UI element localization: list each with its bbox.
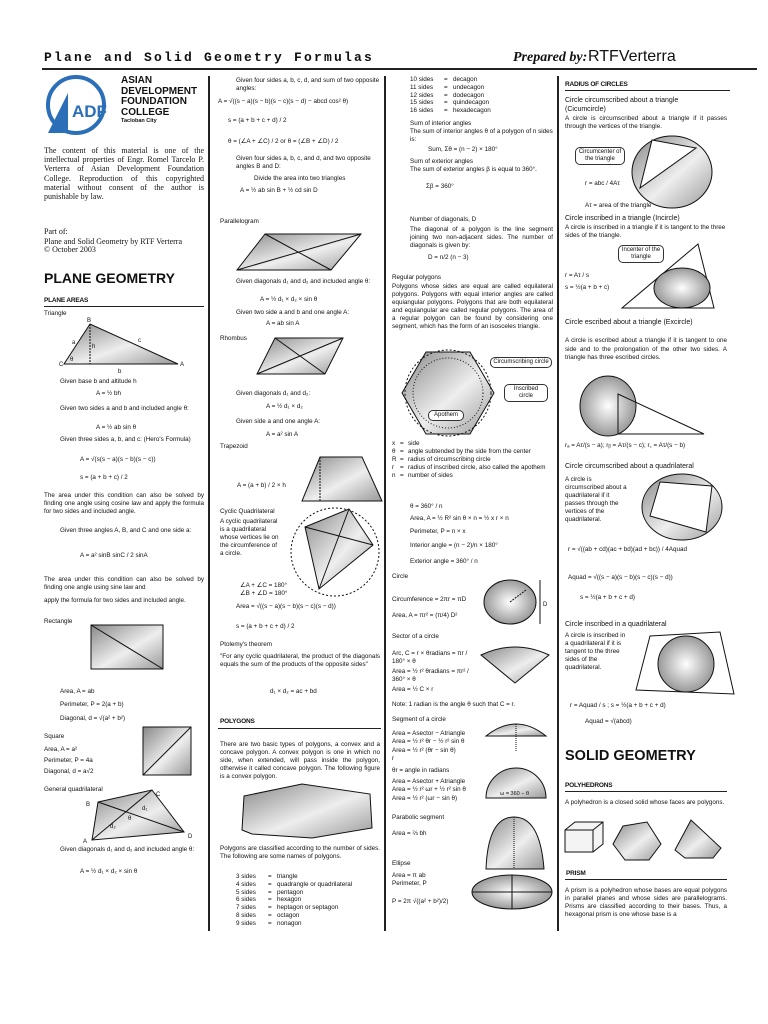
formula: Interior angle = (n − 2)/n × 180° xyxy=(410,542,498,549)
prepared-by-label: Prepared by: xyxy=(513,50,588,65)
callout-circumscribing-circle: Circumscribing circle xyxy=(490,357,552,368)
text: A circle is escribed about a triangle if it is tangent to one side and to the prolongation of the other two sides. A triangle has three escribed circles. xyxy=(565,337,727,362)
text: Polygons whose sides are equal are called equilateral polygons. Polygons with equal interior angles are called equiangular polygons. Polygons that are both equilateral and equiangular are called regular polygons. The area of a regular polygon can be found by considering one segment, which has the form of an isosceles triangle. xyxy=(392,283,553,330)
text: A circle is circumscribed about a triangle if it passes through the vertices of the triangle. xyxy=(565,115,727,130)
text: The diagonal of a polygon is the line segment joining two non-adjacent sides. The number of diagonals is given by: xyxy=(410,226,553,249)
divider xyxy=(565,791,727,792)
label-ptolemy: Ptolemy's theorem xyxy=(220,641,272,648)
triangle-diagram xyxy=(60,316,190,374)
formula: Aquad = √(abcd) xyxy=(585,718,632,725)
svg-text:θ: θ xyxy=(70,357,74,363)
formula: rₐ = Aτ/(s − a); rᵦ = Aτ/(s − c); r꜀ = Aτ/(s − b) xyxy=(565,442,686,449)
text: Given two sides a and b and included angle θ: xyxy=(60,405,189,412)
formula: Area = ½ r² (ωr − sin θ) xyxy=(392,794,458,802)
list-item: 12 sides = dodecagon xyxy=(410,91,485,99)
formula: A = ½ bh xyxy=(96,390,122,397)
formula: s = ½(a + b + c) xyxy=(565,284,610,291)
heading: Circle xyxy=(392,573,409,580)
formula: A = ½ d₁ × d₂ × sin θ xyxy=(80,868,138,875)
definition: r = radius of inscribed circle, also called the apothem xyxy=(392,464,546,471)
callout-incenter: Incenter of the triangle xyxy=(618,245,664,263)
trapezoid-diagram xyxy=(300,455,386,505)
column-divider xyxy=(208,76,210,931)
formula: Diagonal, d = a√2 xyxy=(44,768,94,775)
formula: Σβ = 360° xyxy=(426,183,454,190)
formula: Area = Asector − Atriangle xyxy=(392,730,466,737)
list-item: 11 sides = undecagon xyxy=(410,83,485,91)
text: Given diagonals d₁ and d₂: xyxy=(236,390,311,397)
label-rhombus: Rhombus xyxy=(220,335,247,342)
definition: R = radius of circumscribing circle xyxy=(392,456,491,463)
rectangle-diagram xyxy=(90,624,170,674)
formula: Area = ½ r² (θr − sin θ) xyxy=(392,746,456,754)
formula: A = ½ ab sin θ xyxy=(96,424,137,431)
heading: Circle circumscribed about a triangle (Cicumcircle) xyxy=(565,97,679,113)
polygon-names-list xyxy=(410,76,491,115)
text: The area under this condition can also be solved by finding one angle using cosine law and apply the formula for two sides and included angle. xyxy=(44,492,204,515)
formula: θ = (∠A + ∠C) / 2 or θ = (∠B + ∠D) / 2 xyxy=(228,138,339,145)
formula: Diagonal, d = √(a² + b²) xyxy=(60,715,126,722)
text: There are two basic types of polygons, a convex and a concave polygon. A convex polygon is one in which no side, when extended, will pass inside the polygon, otherwise it called concave polygon. The following figure is a convex polygon. xyxy=(220,741,380,780)
text: A cyclic quadrilateral is a quadrilateral whose vertices lie on the circumference of a circle. xyxy=(220,518,279,557)
label-general-quadrilateral: General quadrilateral xyxy=(44,786,103,793)
formula: Area = ⅔ bh xyxy=(392,830,427,837)
formula: s = ½(a + b + c + d) xyxy=(580,594,635,601)
formula: A = √(s(s − a)(s − b)(s − c)) xyxy=(80,456,156,463)
divider xyxy=(565,879,727,880)
formula: Aτ = area of the triangle xyxy=(585,202,652,209)
label-rectangle: Rectangle xyxy=(44,618,73,625)
formula: Perimeter, P = 2(a + b) xyxy=(60,701,124,708)
list-item: 4 sides = quadrangle or quadrilateral xyxy=(236,880,353,888)
circle-quadrilateral-diagram xyxy=(640,472,726,542)
formula: A = ab sin A xyxy=(266,320,300,327)
square-diagram xyxy=(142,726,194,778)
formula: r = √((ab + cd)(ac + bd)(ad + bc)) / 4Aquad xyxy=(568,546,687,553)
svg-text:a: a xyxy=(72,340,76,346)
college-name xyxy=(121,76,197,125)
definition: x = side xyxy=(392,440,420,447)
heading: Regular polygons xyxy=(392,274,442,281)
circle-diagram xyxy=(482,578,552,628)
divider xyxy=(565,90,730,91)
heading: Sum of interior angles xyxy=(410,120,472,127)
formula: s = (a + b + c + d) / 2 xyxy=(228,117,287,124)
document-title: Plane and Solid Geometry Formulas xyxy=(44,50,375,65)
svg-text:D: D xyxy=(543,602,548,608)
text: Given base b and altitude h xyxy=(60,378,137,385)
heading: Circle escribed about a triangle (Excircle) xyxy=(565,319,693,326)
text: "For any cyclic quadrilateral, the product of the diagonals equals the sum of the products of the opposite sides" xyxy=(220,653,380,668)
label-parallelogram: Parallelogram xyxy=(220,218,259,225)
svg-text:c: c xyxy=(138,338,141,344)
formula: Perimeter, P xyxy=(392,880,427,887)
svg-text:ADF: ADF xyxy=(72,102,107,121)
cyclic-quadrilateral-diagram xyxy=(285,505,385,600)
text: Given diagonals d₁ and d₂ and included angle θ: xyxy=(60,846,195,853)
callout-circumcenter: Circumcenter of the triangle xyxy=(575,147,625,165)
formula: θr = angle in radians xyxy=(392,766,450,774)
svg-text:A: A xyxy=(180,362,185,368)
list-item: 6 sides = hexagon xyxy=(236,896,302,904)
author-name: RTFVerterra xyxy=(588,48,676,65)
heading: Sector of a circle xyxy=(392,633,439,640)
text: The sum of interior angles θ of a polygon of n sides is: xyxy=(410,128,553,143)
text: Polygons are classified according to the number of sides. The following are some names of polygons. xyxy=(220,845,380,860)
college-logo xyxy=(40,75,118,137)
formula: Area, A = ab xyxy=(60,688,95,695)
formula: d₁ × d₂ = ac + bd xyxy=(270,688,317,695)
sector-diagram xyxy=(475,643,553,687)
convex-polygon-diagram xyxy=(222,782,382,842)
text: Given two side a and b and one angle A: xyxy=(236,309,350,316)
heading: Ellipse xyxy=(392,860,411,867)
subsection-plane-areas: PLANE AREAS xyxy=(44,297,89,304)
hexagon-diagram xyxy=(398,348,498,438)
heading: Sum of exterior angles xyxy=(410,158,473,165)
svg-text:d₁: d₁ xyxy=(142,806,148,812)
heading: Circle inscribed in a quadrilateral xyxy=(565,621,667,628)
text: apply the formula for two sides and included angle. xyxy=(44,597,186,604)
parabolic-segment-diagram xyxy=(482,815,548,871)
text: A circle is inscribed in a triangle if it is tangent to the three sides of the triangle. xyxy=(565,224,726,239)
svg-text:D: D xyxy=(188,834,193,840)
text: The sum of exterior angles β is equal to 360°. xyxy=(410,166,537,173)
text: A prism is a polyhedron whose bases are equal polygons in parallel planes and whose sides are parallelograms. Prisms are classified according to their bases. Thus, a hexagonal prism is one whose base is a xyxy=(565,887,727,918)
quadrilateral-diagram xyxy=(80,788,198,844)
svg-text:B: B xyxy=(86,802,91,808)
subsection-prism: PRISM xyxy=(566,870,586,877)
formula: Arc, C = r × θradians = πr / 180° × θ xyxy=(392,650,468,665)
subsection-radius-of-circles: RADIUS OF CIRCLES xyxy=(565,81,628,88)
label: ω = 360 − θ xyxy=(500,791,530,797)
formula: Exterior angle = 360° / n xyxy=(410,558,478,565)
note: Note: 1 radian is the angle θ such that C = r. xyxy=(392,701,516,708)
formula: A = ½ ab sin B + ½ cd sin D xyxy=(240,187,318,194)
text: Given four sides a, b, c, d, and sum of two opposite angles: xyxy=(236,77,380,92)
polyhedron-diagrams xyxy=(563,818,725,862)
list-item: 5 sides = pentagon xyxy=(236,888,304,896)
heading: Segment of a circle xyxy=(392,716,446,723)
formula: Perimeter, P = 4a xyxy=(44,757,93,764)
formula: Area = ½ r² θr − ½ r² sin θ xyxy=(392,738,465,746)
text: A polyhedron is a closed solid whose faces are polygons. xyxy=(565,799,725,806)
heading: Parabolic segment xyxy=(392,814,445,821)
formula: Area, A = a² xyxy=(44,746,78,753)
label-cyclic-quadrilateral: Cyclic Quadrilateral xyxy=(220,508,275,515)
formula: ∠A + ∠C = 180° xyxy=(240,582,288,589)
formula: A = (a + b) / 2 × h xyxy=(237,482,286,489)
formula: A = ½ d₁ × d₂ xyxy=(266,403,303,410)
college-line: DEVELOPMENT xyxy=(121,85,198,97)
svg-text:B: B xyxy=(87,318,92,324)
heading: Circle inscribed in a triangle (Incircle) xyxy=(565,215,680,222)
formula: r = Aquad / s ; s = ½(a + b + c + d) xyxy=(570,702,666,709)
formula: Area = ½ r² ωr + ½ r² sin θ xyxy=(392,786,466,794)
svg-text:C: C xyxy=(59,362,64,368)
disclaimer: The content of this material is one of the intellectual properties of Engr. Romel Tarcelo P. Verterra of Asian Development Foundation College. Reproduction of this copyrighted material without consent of the author is punishable by law. xyxy=(44,146,204,202)
part-of-label: Part of: xyxy=(44,227,68,236)
list-item: 16 sides = hexadecagon xyxy=(410,107,491,115)
text: Given three angles A, B, and C and one side a: xyxy=(60,527,192,534)
subsection-polyhedrons: POLYHEDRONS xyxy=(565,782,613,789)
formula: Circumference = 2πr = πD xyxy=(392,596,467,603)
polygon-names-list xyxy=(236,873,352,928)
text: A circle is inscribed in a quadrilateral if it is tangent to the three sides of the quadrilateral. xyxy=(565,632,626,671)
formula: ∠B + ∠D = 180° xyxy=(240,590,288,597)
heading: Circle circumscribed about a quadrilateral xyxy=(565,463,694,470)
divider xyxy=(218,728,381,729)
formula: Area = ½ C × r xyxy=(392,686,434,693)
section-heading-plane-geometry: PLANE GEOMETRY xyxy=(44,270,175,286)
list-item: 8 sides = octagon xyxy=(236,911,300,919)
formula: Area, A = ½ R² sin θ × n = ½ x r × n xyxy=(410,515,509,522)
text: A circle is circumscribed about a quadrilateral if it passes through the vertices of the quadrilateral. xyxy=(565,476,627,523)
formula: Area = π ab xyxy=(392,872,426,879)
formula: P = 2π √((a² + b²)/2) xyxy=(392,898,449,905)
formula: s = (a + b + c + d) / 2 xyxy=(236,623,295,630)
formula: r xyxy=(392,755,395,763)
list-item: 3 sides = triangle xyxy=(236,873,298,880)
parallelogram-diagram xyxy=(235,232,365,274)
college-line: ASIAN xyxy=(121,75,153,86)
circumcircle-diagram xyxy=(630,134,714,210)
part-of-title: Plane and Solid Geometry by RTF Verterra © October 2003 xyxy=(44,237,183,254)
svg-text:C: C xyxy=(156,792,161,798)
formula: Area = ½ r² θradians = πr² / 360° × θ xyxy=(392,668,469,683)
definition: θ = angle subtended by the side from the center xyxy=(392,448,531,455)
formula: s = (a + b + c) / 2 xyxy=(80,474,128,481)
text: Divide the area into two triangles xyxy=(254,175,346,182)
text: Given diagonals d₁ and d₂ and included angle θ: xyxy=(236,278,371,285)
divider xyxy=(44,306,204,307)
formula: Aquad = √((s − a)(s − b)(s − c)(s − d)) xyxy=(568,574,673,581)
formula: A = a² sin A xyxy=(266,431,299,438)
formula: A = ½ d₁ × d₂ × sin θ xyxy=(260,296,318,303)
text: Given side a and one angle A: xyxy=(236,418,321,425)
list-item: 15 sides = quindecagon xyxy=(410,99,490,107)
college-city: Tacloban City xyxy=(121,118,157,124)
text: Given four sides a, b, c, and d, and two opposite angles B and D: xyxy=(236,155,371,170)
svg-text:b: b xyxy=(118,369,122,375)
list-item: 7 sides = heptagon or septagon xyxy=(236,904,339,912)
callout-apothem: Apothem xyxy=(428,410,464,421)
column-divider xyxy=(557,76,559,931)
formula: D = n/2 (n − 3) xyxy=(428,254,469,261)
formula: A = √((s − a)(s − b)(s − c)(s − d) − abcd cos² θ) xyxy=(218,98,349,105)
ellipse-diagram xyxy=(470,872,554,912)
formula: θ = 360° / n xyxy=(410,503,443,510)
svg-text:θ: θ xyxy=(128,816,132,822)
label-square: Square xyxy=(44,733,65,740)
formula: r = Aτ / s xyxy=(565,272,590,279)
excircle-diagram xyxy=(578,374,708,438)
subsection-polygons: POLYGONS xyxy=(220,718,255,725)
segment-formulas xyxy=(392,730,482,803)
list-item: 9 sides = nonagon xyxy=(236,919,302,927)
definition: n = number of sides xyxy=(392,472,453,479)
heading: Number of diagonals, D xyxy=(410,216,477,223)
formula: Area = √((s − a)(s − b)(s − c)(s − d)) xyxy=(236,603,336,610)
formula: A = a² sinB sinC / 2 sinA xyxy=(80,552,148,559)
incircle-quadrilateral-diagram xyxy=(630,630,740,698)
college-line: COLLEGE xyxy=(121,106,170,118)
text: The area under this condition can also be solved by finding one angle using sine law and xyxy=(44,576,204,591)
label-trapezoid: Trapezoid xyxy=(220,443,248,450)
svg-text:h: h xyxy=(92,344,96,350)
formula: Sum, Σθ = (n − 2) × 180° xyxy=(428,146,498,153)
definitions xyxy=(392,440,553,480)
formula: Area = Asector + Atriangle xyxy=(392,778,466,786)
callout-inscribed-circle: Inscribed circle xyxy=(504,384,548,402)
text: Given three sides a, b, and c: (Hero's Formula) xyxy=(60,436,191,443)
label-triangle: Triangle xyxy=(44,310,67,317)
header-rule xyxy=(42,68,757,70)
rhombus-diagram xyxy=(255,336,347,378)
list-item: 10 sides = decagon xyxy=(410,76,478,83)
svg-text:d₂: d₂ xyxy=(110,824,116,830)
formula: Perimeter, P = n × x xyxy=(410,528,466,535)
college-line: FOUNDATION xyxy=(121,96,187,107)
svg-text:A: A xyxy=(83,839,88,845)
formula: r = abc / 4Aτ xyxy=(585,180,620,187)
section-heading-solid-geometry: SOLID GEOMETRY xyxy=(565,748,696,764)
formula: Area, A = πr² = (π/4) D² xyxy=(392,612,458,619)
